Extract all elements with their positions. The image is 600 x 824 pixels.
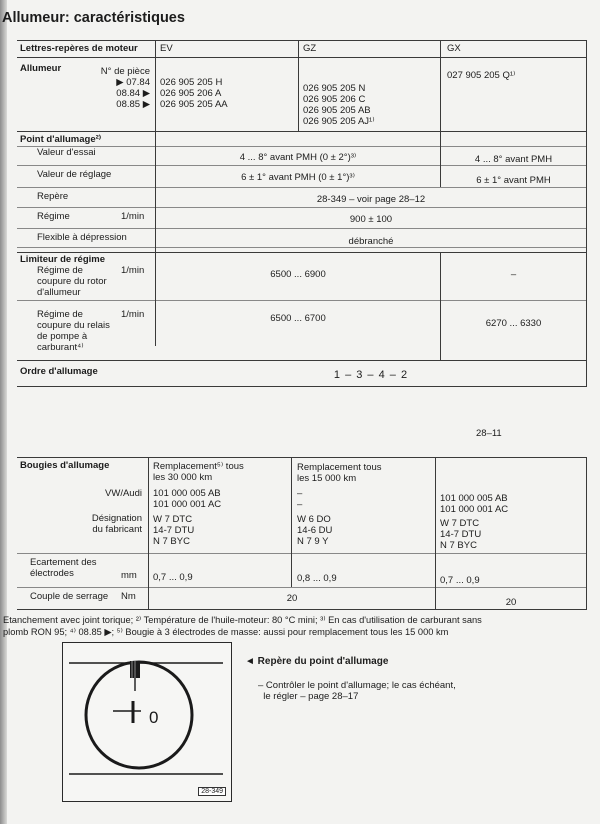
adjust-value-gx: 6 ± 1° avant PMH [476,175,551,186]
rotor-cutoff-unit: 1/min [121,265,145,276]
torque-col3: 20 [505,597,517,608]
timing-mark-instruction: – Contrôler le point d'allumage; le cas échéant, le régler – page 28–17 [258,680,456,702]
electrode-gap-unit: mm [121,570,137,581]
manufacturer-col3: W 7 DTC 14-7 DTU N 7 BYC [440,518,482,551]
test-value-gx: 4 ... 8° avant PMH [474,154,553,165]
adjust-value-ev-gz: 6 ± 1° avant PMH (0 ± 1°)³⁾ [241,172,355,183]
firing-order-value: 1 – 3 – 4 – 2 [333,369,409,381]
torque-unit: Nm [121,591,136,602]
timing-mark-heading: ◄ Repère du point d'allumage [245,656,389,667]
allumeur-label: Allumeur [20,63,62,74]
relay-cutoff-unit: 1/min [121,309,145,320]
manufacturer-col1: W 7 DTC 14-7 DTU N 7 BYC [153,514,195,547]
timing-mark-drawing [63,643,231,801]
page-number: 28–11 [476,428,502,439]
vacuum-hose-label: Flexible à dépression [37,232,127,243]
electrode-gap-col3: 0,7 ... 0,9 [440,575,480,586]
ignition-timing-label: Point d'allumage²⁾ [20,134,102,145]
replace-30000-header: Remplacement⁵⁾ tous les 30 000 km [153,461,244,483]
electrode-gap-col1: 0,7 ... 0,9 [153,572,193,583]
page-title: Allumeur: caractéristiques [2,10,185,26]
rotor-cutoff-label: Régime de coupure du rotor d'allumeur [37,265,107,298]
engine-letters-header: Lettres-repères de moteur [20,43,138,54]
vw-audi-col2: – – [297,488,303,510]
rpm-value: 900 ± 100 [349,214,393,225]
rotor-cutoff-gx: – [510,269,517,280]
relay-cutoff-label: Régime de coupure du relais de pompe à carburant⁴⁾ [37,309,110,353]
test-value-ev-gz: 4 ... 8° avant PMH (0 ± 2°)³⁾ [239,152,357,163]
mark-label: Repère [37,191,69,202]
page-edge [0,0,7,824]
manufacturer-col2: W 6 DO 14-6 DU N 7 9 Y [297,514,333,547]
firing-order-label: Ordre d'allumage [20,366,98,377]
col-gz-header: GZ [303,43,317,54]
test-value-label: Valeur d'essai [37,147,96,158]
rpm-unit: 1/min [121,211,145,222]
replace-15000-header: Remplacement tous les 15 000 km [297,462,382,484]
relay-cutoff-ev-gz: 6500 ... 6700 [270,313,326,324]
figure-code: 28-349 [198,787,226,796]
manufacturer-label: Désignation du fabricant [91,513,142,535]
adjust-value-label: Valeur de réglage [37,169,112,180]
allumeur-ev-parts: 026 905 205 H 026 905 206 A 026 905 205 AA [160,77,228,110]
zero-mark-label: 0 [149,708,159,727]
col-gx-header: GX [447,43,461,54]
footnotes: Etanchement avec joint torique; ²⁾ Température de l'huile-moteur: 80 °C mini; ³⁾ En cas d'utilisation de carburant sans plomb RON 95; ⁴⁾ 08.85 ▶; ⁵⁾ Bougie à 3 électrodes de masse: aussi pour remplacement tous les 15 000 km [3,615,482,637]
vw-audi-label: VW/Audi [105,488,142,499]
rpm-label: Régime [37,211,70,222]
timing-mark-figure [62,642,232,802]
rotor-cutoff-ev-gz: 6500 ... 6900 [270,269,326,280]
col-ev-header: EV [160,43,173,54]
part-number-dates: N° de pièce ▶ 07.84 08.84 ▶ 08.85 ▶ [100,66,150,110]
limiter-label: Limiteur de régime [20,254,105,265]
torque-label: Couple de serrage [30,591,109,602]
vacuum-hose-value: débranché [348,236,394,247]
vw-audi-col3: 101 000 005 AB 101 000 001 AC [440,493,509,515]
allumeur-gx-parts: 027 905 205 Q¹⁾ [447,70,516,81]
electrode-gap-col2: 0,8 ... 0,9 [297,573,337,584]
vw-audi-col1: 101 000 005 AB 101 000 001 AC [153,488,222,510]
allumeur-gz-parts: 026 905 205 N 026 905 206 C 026 905 205 AB 026 905 205 AJ¹⁾ [303,83,375,127]
relay-cutoff-gx: 6270 ... 6330 [485,318,542,329]
torque-col12: 20 [286,593,298,604]
mark-value: 28-349 – voir page 28–12 [316,194,426,205]
spark-plugs-label: Bougies d'allumage [20,460,110,471]
electrode-gap-label: Ecartement des électrodes [30,557,97,579]
